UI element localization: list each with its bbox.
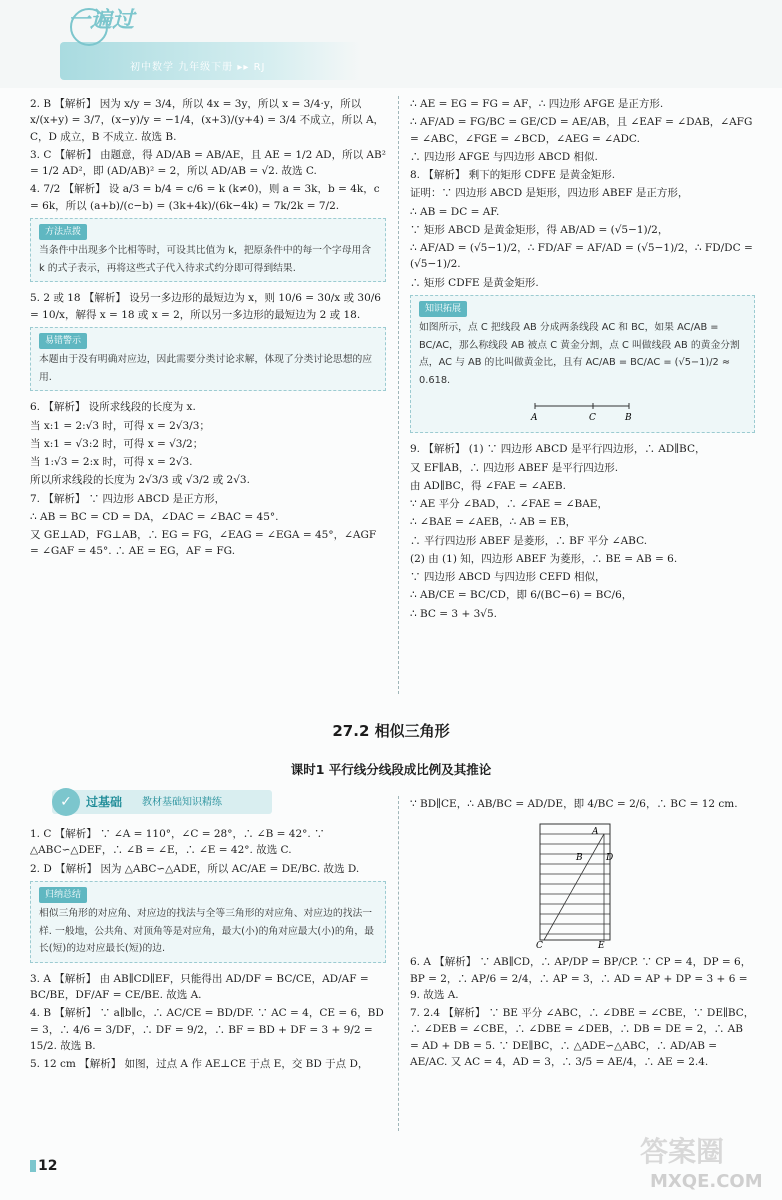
answer-8-proof-4: ∴ AF/AD = (√5−1)/2，∴ FD/AF = AF/AD = (√5−1)/2，∴ FD/DC = (√5−1)/2. (410, 242, 753, 271)
series-logo: 一遍过 (68, 8, 135, 33)
column-divider (398, 96, 400, 694)
answer-8-proof-2: ∴ AB = DC = AF. (410, 205, 500, 218)
answer-7-cont-1: ∴ AE = EG = FG = AF，∴ 四边形 AFGE 是正方形. (410, 98, 664, 110)
answer-9-step-1: 又 EF∥AB，∴ 四边形 ABEF 是平行四边形. (410, 461, 619, 474)
lower-right-column (410, 796, 755, 1072)
answer-6-case-1: 当 x:1 = 2:√3 时，可得 x = 2√3/3； (30, 419, 210, 432)
answer-6-conclusion: 所以所求线段的长度为 2√3/3 或 √3/2 或 2√3. (30, 474, 250, 487)
note-title: 易错警示 (39, 333, 87, 349)
golden-section-figure (529, 400, 639, 422)
answer-9-step-4: ∴ ∠BAE = ∠AEB，∴ AB = EB， (410, 516, 577, 529)
answer-9-step-2: 由 AD∥BC，得 ∠FAE = ∠AEB. (410, 479, 566, 492)
answer-7-conclusion: ∴ 四边形 AFGE 与四边形 ABCD 相似. (410, 150, 598, 163)
column-divider (398, 796, 400, 1131)
upper-left-column (30, 96, 386, 562)
watermark: 答案圈 (640, 1135, 725, 1168)
point-label-b: B (625, 412, 632, 422)
note-title: 方法点拨 (39, 224, 87, 240)
note-text: 如图所示，点 C 把线段 AB 分成两条线段 AC 和 BC，如果 AC/AB = BC/AC，那么称线段 AB 被点 C 黄金分割，点 C 叫做线段 AB 的黄金分割点，AC 与 AB 的比叫做黄金比，且有 AC/AB = BC/AC = (√5−1)/2 ≈ 0.618. (419, 322, 740, 386)
lower-left-column (30, 826, 386, 1074)
banner-subtitle: 教材基础知识精练 (142, 797, 222, 808)
summary-note (30, 881, 386, 963)
point-label-a: A (592, 827, 599, 838)
answer-9: 9. 【解析】 (1) ∵ 四边形 ABCD 是平行四边形，∴ AD∥BC， (410, 443, 706, 456)
answer-6-case-3: 当 1:√3 = 2:x 时，可得 x = 2√3. (30, 456, 193, 469)
basics-banner (52, 790, 272, 814)
answer-9-part-2: (2) 由 (1) 知，四边形 ABEF 为菱形，∴ BE = AB = 6. (410, 552, 678, 565)
point-label-b: B (576, 853, 583, 864)
answer-7-step-2: 又 GE⊥AD，FG⊥AB，∴ EG = FG，∠EAG = ∠EGA = 45°，∠AGF = ∠GAF = 45°. ∴ AE = EG，AF = FG. (30, 529, 377, 558)
warning-note (30, 327, 386, 391)
answer-6: 6. 【解析】 设所求线段的长度为 x. (30, 401, 196, 414)
note-title: 归纳总结 (39, 887, 87, 903)
note-text: 本题由于没有明确对应边，因此需要分类讨论求解，体现了分类讨论思想的应用. (39, 354, 373, 383)
note-text: 当条件中出现多个比相等时，可设其比值为 k，把原条件中的每一个字母用含 k 的式子表示，再将这些式子代入待求式约分即可得到结果. (39, 245, 372, 274)
banner-name: 过基础 (86, 795, 123, 809)
point-label-c: C (536, 941, 543, 949)
answer-7-step-1: ∴ AB = BC = CD = DA，∠DAC = ∠BAC = 45°. (30, 510, 279, 523)
answer-7: 7. 【解析】 ∵ 四边形 ABCD 是正方形， (30, 492, 226, 505)
answer-7-cont-2: ∴ AF/AD = FG/BC = GE/CD = AE/AB，且 ∠EAF = ∠DAB，∠AFG = ∠ABC，∠FGE = ∠BCD，∠AEG = ∠ADC. (410, 116, 753, 145)
point-label-e: E (598, 941, 605, 949)
point-label-a: A (531, 412, 538, 422)
check-icon: ✓ (52, 788, 80, 816)
method-note (30, 218, 386, 282)
lesson-answer-6: 6. A 【解析】 ∵ AB∥CD，∴ AP/DP = BP/CP. ∵ CP = 4，DP = 6，BP = 2，∴ AP/6 = 2/4，∴ AP = 3，∴ AD = AP + DP = 3 + 6 = 9. 故选 A. (410, 956, 752, 1001)
lesson-answer-5-cont: ∵ BD∥CE，∴ AB/BC = AD/DE，即 4/BC = 2/6，∴ BC = 12 cm. (410, 798, 738, 810)
answer-8: 8. 【解析】 剩下的矩形 CDFE 是黄金矩形. (410, 169, 616, 182)
lesson-answer-2: 2. D 【解析】 因为 △ABC∽△ADE，所以 AC/AE = DE/BC. 故选 D. (30, 862, 360, 875)
answer-3: 3. C 【解析】 由题意，得 AD/AB = AB/AE，且 AE = 1/2 AD，所以 AB² = 1/2 AD²，即 (AD/AB)² = 2，所以 AD/AB = √2. 故选 C. (30, 148, 386, 178)
note-title: 知识拓展 (419, 301, 467, 317)
lesson-answer-5: 5. 12 cm 【解析】 如图，过点 A 作 AE⊥CE 于点 E，交 BD 于点 D， (30, 1058, 369, 1071)
point-label-d: D (606, 853, 614, 864)
lesson-answer-3: 3. A 【解析】 由 AB∥CD∥EF，只能得出 AD/DF = BC/CE，AD/AF = BC/BE，DF/AF = CE/BE. 故选 A. (30, 972, 369, 1002)
lesson-answer-4: 4. B 【解析】 ∵ a∥b∥c，∴ AC/CE = BD/DF. ∵ AC = 4，CE = 6，BD = 3，∴ 4/6 = 3/DF，∴ DF = 9/2，∴ BF = BD + DF = 3 + 9/2 = 15/2. 故选 B. (30, 1007, 384, 1052)
lesson-answer-1: 1. C 【解析】 ∵ ∠A = 110°，∠C = 28°，∴ ∠B = 42°. ∵ △ABC∽△DEF，∴ ∠B = ∠E，∴ ∠E = 42°. 故选 C. (30, 828, 325, 857)
series-subtitle: 初中数学 九年级下册 ▸▸ RJ (130, 62, 266, 73)
upper-right-column (410, 96, 755, 624)
answer-9-step-7: ∴ AB/CE = BC/CD，即 6/(BC−6) = BC/6， (410, 589, 633, 602)
page-number: 12 (38, 1158, 58, 1174)
answer-6-case-2: 当 x:1 = √3:2 时，可得 x = √3/2； (30, 437, 204, 450)
point-label-c: C (589, 412, 596, 422)
answer-9-step-6: ∵ 四边形 ABCD 与四边形 CEFD 相似， (410, 571, 606, 584)
answer-8-proof-3: ∵ 矩形 ABCD 是黄金矩形，得 AB/AD = (√5−1)/2， (410, 223, 669, 236)
note-text: 相似三角形的对应角、对应边的找法与全等三角形的对应角、对应边的找法一样. 一般地，公共角、对顶角等是对应角，最大(小)的角对应最大(小)的角，最长(短)的边对应最长(短)的边. (39, 907, 375, 955)
answer-8-proof-1: 证明：∵ 四边形 ABCD 是矩形，四边形 ABEF 是正方形， (410, 187, 689, 200)
answer-5: 5. 2 或 18 【解析】 设另一多边形的最短边为 x，则 10/6 = 30/x 或 30/6 = 10/x，解得 x = 18 或 x = 2，所以另一多边形的最短边为 2 或 18. (30, 292, 381, 321)
page-number-marker (30, 1160, 36, 1172)
answer-9-result: ∴ BC = 3 + 3√5. (410, 607, 497, 620)
section-title: 27.2 相似三角形 (332, 722, 450, 740)
answer-9-step-3: ∵ AE 平分 ∠BAD，∴ ∠FAE = ∠BAE， (410, 498, 608, 511)
answer-4: 4. 7/2 【解析】 设 a/3 = b/4 = c/6 = k (k≠0)，则 a = 3k，b = 4k，c = 6k，所以 (a+b)/(c−b) = (3k+4k)/(6k−4k) = 7k/2k = 7/2. (30, 183, 380, 212)
parallel-lines-figure (530, 818, 620, 948)
answer-8-conclusion: ∴ 矩形 CDFE 是黄金矩形. (410, 276, 539, 289)
page-header (0, 0, 782, 88)
answer-9-step-5: ∴ 平行四边形 ABEF 是菱形，∴ BF 平分 ∠ABC. (410, 534, 648, 547)
lesson-answer-7: 7. 2.4 【解析】 ∵ BE 平分 ∠ABC，∴ ∠DBE = ∠CBE，∵ DE∥BC，∴ ∠DEB = ∠CBE，∴ ∠DBE = ∠DEB，∴ DB = DE = 2，∴ AB = AD + DB = 5. ∵ DE∥BC，∴ △ADE∽△ABC，∴ AD/AB = AE/AC. 又 AC = 4，AD = 3，∴ 3/5 = AE/4，∴ AE = 2.4. (410, 1007, 755, 1068)
extension-note (410, 295, 755, 433)
answer-2: 2. B 【解析】 因为 x/y = 3/4，所以 4x = 3y，所以 x = 3/4·y，所以 x/(x+y) = 3/7，(x−y)/y = −1/4，(x+3)/(y+4) = 3/4 不成立，所以 A，C，D 成立，B 不成立. 故选 B. (30, 98, 385, 143)
watermark-url: MXQE.COM (650, 1171, 763, 1192)
lesson-title: 课时1 平行线分线段成比例及其推论 (290, 762, 492, 777)
